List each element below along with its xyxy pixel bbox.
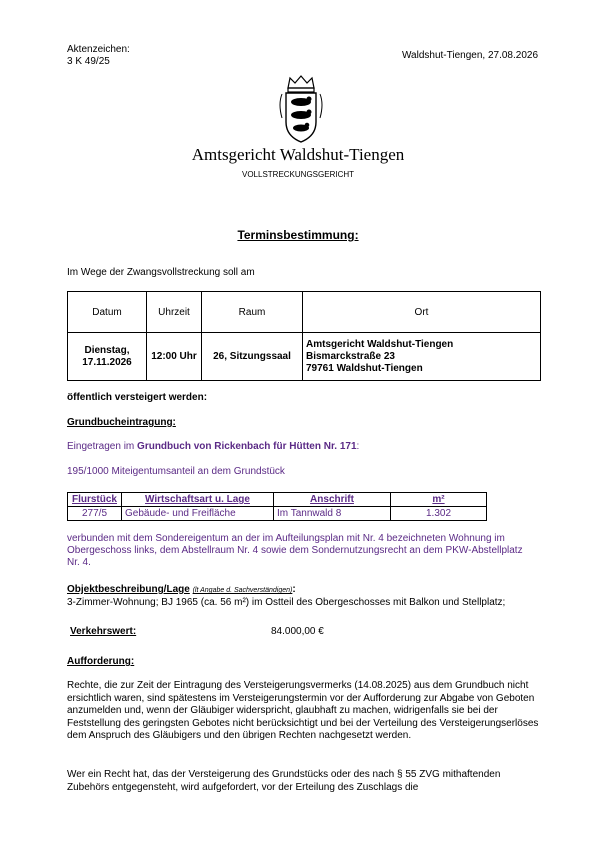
entry-register: Grundbuch von Rickenbach für Hütten Nr. 171 [137, 441, 357, 452]
court-name: Amtsgericht Waldshut-Tiengen [191, 145, 405, 164]
page-title: Terminsbestimmung: [237, 228, 359, 242]
header-date: Datum [68, 292, 147, 333]
request-heading: Aufforderung: [67, 656, 135, 667]
header-room: Raum [202, 292, 303, 333]
object-description: 3-Zimmer-Wohnung; BJ 1965 (ca. 56 m²) im Ostteil des Obergeschosses mit Balkon und Stellplatz; [67, 597, 506, 608]
location-line: Amtsgericht Waldshut-Tiengen [306, 338, 454, 350]
location-line: 79761 Waldshut-Tiengen [306, 362, 423, 374]
request-paragraph: Wer ein Recht hat, das der Versteigerung des Grundstücks oder des nach § 55 ZVG mithaftenden Zubehörs entgegensteht, wird aufgefordert, vor der Erteilung des Zuschlags die [67, 769, 501, 793]
auction-text: öffentlich versteigert werden: [67, 392, 208, 403]
object-heading-note: (lt Angabe d. Sachverständigen) [192, 587, 293, 594]
parcel-usage: Gebäude- und Freifläche [122, 507, 274, 521]
date-weekday: Dienstag, [84, 344, 130, 356]
appointment-location [303, 333, 541, 381]
value-amount: 84.000,00 € [271, 626, 324, 637]
header-time: Uhrzeit [147, 292, 202, 333]
parcel-header: m² [391, 493, 487, 507]
land-register-heading: Grundbucheintragung: [67, 417, 176, 428]
parcel-header: Wirtschaftsart u. Lage [122, 493, 274, 507]
appointment-date [68, 333, 147, 381]
appointment-room: 26, Sitzungssaal [202, 333, 303, 381]
parcel-area: 1.302 [391, 507, 487, 521]
file-reference [67, 44, 130, 68]
coat-of-arms-icon [276, 74, 326, 144]
court-division: VOLLSTRECKUNGSGERICHT [241, 170, 355, 179]
share-text: 195/1000 Miteigentumsanteil an dem Grundstück [67, 466, 285, 477]
entry-prefix: Eingetragen im [67, 441, 138, 452]
land-register-entry [67, 441, 359, 452]
file-number: 3 K 49/25 [67, 56, 110, 67]
entry-suffix: : [356, 441, 360, 452]
header-location: Ort [303, 292, 541, 333]
parcel-header: Flurstück [68, 493, 122, 507]
object-heading-colon: : [292, 584, 296, 595]
parcel-table [67, 492, 487, 521]
place-date: Waldshut-Tiengen, 27.08.2026 [401, 50, 538, 61]
parcel-header: Anschrift [274, 493, 391, 507]
object-heading-text: Objektbeschreibung/Lage [67, 584, 190, 595]
location-line: Bismarckstraße 23 [306, 350, 395, 362]
request-paragraph: Rechte, die zur Zeit der Eintragung des Versteigerungsvermerks (14.08.2025) aus dem Grundbuch nicht ersichtlich waren, sind spätestens im Versteigerungstermin vor der Aufforderung zur Abgabe von Geboten anzumelden und, wenn der Gläubiger widerspricht, glaubhaft zu machen, widrigenfalls sie bei der Feststellung des geringsten Gebotes nicht berücksichtigt und bei der Verteilung des Versteigerungserlöses dem Anspruch des Gläubigers und den übrigen Rechten nachgesetzt werden. [67, 680, 539, 742]
table-row [68, 507, 487, 521]
parcel-address: Im Tannwald 8 [274, 507, 391, 521]
parcel-number: 277/5 [68, 507, 122, 521]
object-heading [67, 584, 296, 595]
appointment-time: 12:00 Uhr [147, 333, 202, 381]
intro-text: Im Wege der Zwangsvollstreckung soll am [67, 267, 255, 278]
value-label: Verkehrswert: [70, 626, 137, 637]
file-label: Aktenzeichen: [67, 44, 130, 55]
combined-text: verbunden mit dem Sondereigentum an der im Aufteilungsplan mit Nr. 4 bezeichneten Wohnung im Obergeschoss links, dem Abstellraum Nr. 4 sowie dem Sondernutzungsrecht an dem PKW-Abstellplatz Nr. 4. [67, 533, 523, 568]
appointment-table [67, 291, 541, 381]
date-value: 17.11.2026 [82, 356, 132, 368]
